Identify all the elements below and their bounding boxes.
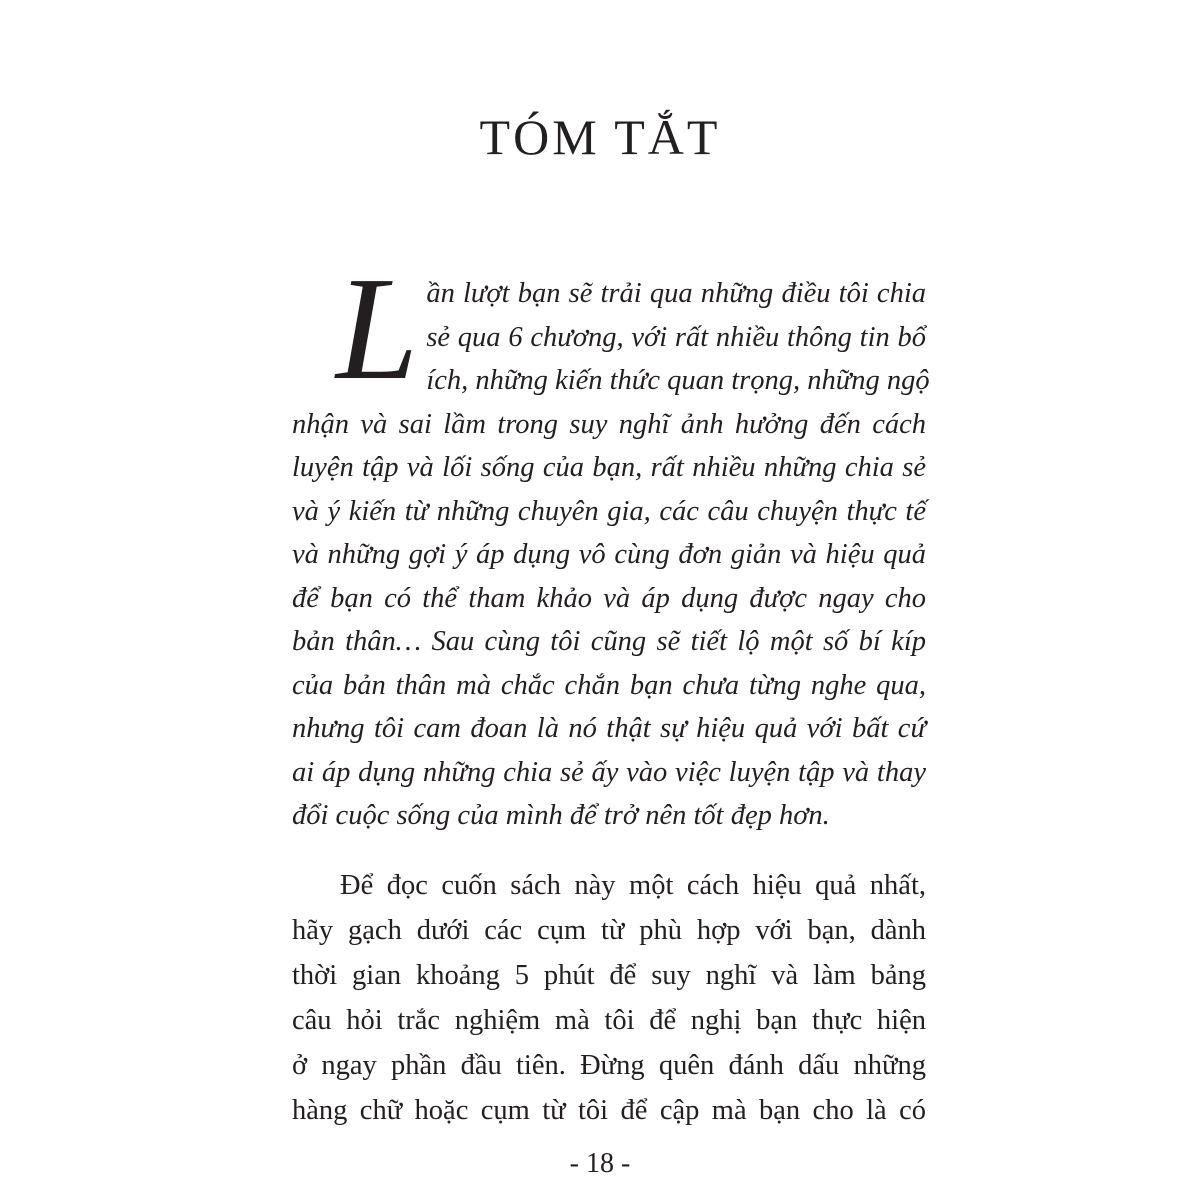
intro-paragraph xyxy=(292,247,930,838)
drop-cap: L xyxy=(336,247,419,411)
page-number: - 18 - xyxy=(569,1148,631,1179)
intro-line: ần lượt bạn sẽ trải qua những điều tôi chia xyxy=(426,278,926,309)
intro-line: và những gợi ý áp dụng vô cùng đơn giản và hiệu quả xyxy=(292,539,926,570)
paragraph-line: Để đọc cuốn sách này một cách hiệu quả nhất, xyxy=(340,869,926,901)
page-body xyxy=(292,247,930,1133)
intro-line: nhưng tôi cam đoan là nó thật sự hiệu quả với bất cứ xyxy=(292,713,926,744)
intro-line: ích, những kiến thức quan trọng, những ngộ xyxy=(426,365,930,396)
intro-line: sẻ qua 6 chương, với rất nhiều thông tin bổ xyxy=(426,321,926,353)
intro-line: đổi cuộc sống của mình để trở nên tốt đẹp hơn. xyxy=(292,800,830,831)
paragraph-line: hàng chữ hoặc cụm từ tôi để cập mà bạn cho là có xyxy=(292,1094,926,1126)
intro-line: luyện tập và lối sống của bạn, rất nhiều những chia sẻ xyxy=(292,452,926,483)
intro-line: bản thân… Sau cùng tôi cũng sẽ tiết lộ một số bí kíp xyxy=(292,626,926,657)
intro-line: để bạn có thể tham khảo và áp dụng được ngay cho xyxy=(292,582,926,614)
intro-line: của bản thân mà chắc chắn bạn chưa từng nghe qua, xyxy=(292,669,926,701)
paragraph-line: câu hỏi trắc nghiệm mà tôi để nghị bạn thực hiện xyxy=(292,1004,926,1036)
paragraph-line: hãy gạch dưới các cụm từ phù hợp với bạn, dành xyxy=(292,914,926,946)
page-title: TÓM TẮT xyxy=(479,109,721,165)
paragraph-line: thời gian khoảng 5 phút để suy nghĩ và làm bảng xyxy=(292,959,926,991)
paragraph-line: ở ngay phần đầu tiên. Đừng quên đánh dấu những xyxy=(292,1049,926,1081)
body-paragraph xyxy=(292,863,926,1133)
intro-line: nhận và sai lầm trong suy nghĩ ảnh hưởng đến cách xyxy=(292,408,926,440)
intro-line: và ý kiến từ những chuyên gia, các câu chuyện thực tế xyxy=(292,495,926,527)
intro-line: ai áp dụng những chia sẻ ấy vào việc luyện tập và thay xyxy=(292,756,926,788)
